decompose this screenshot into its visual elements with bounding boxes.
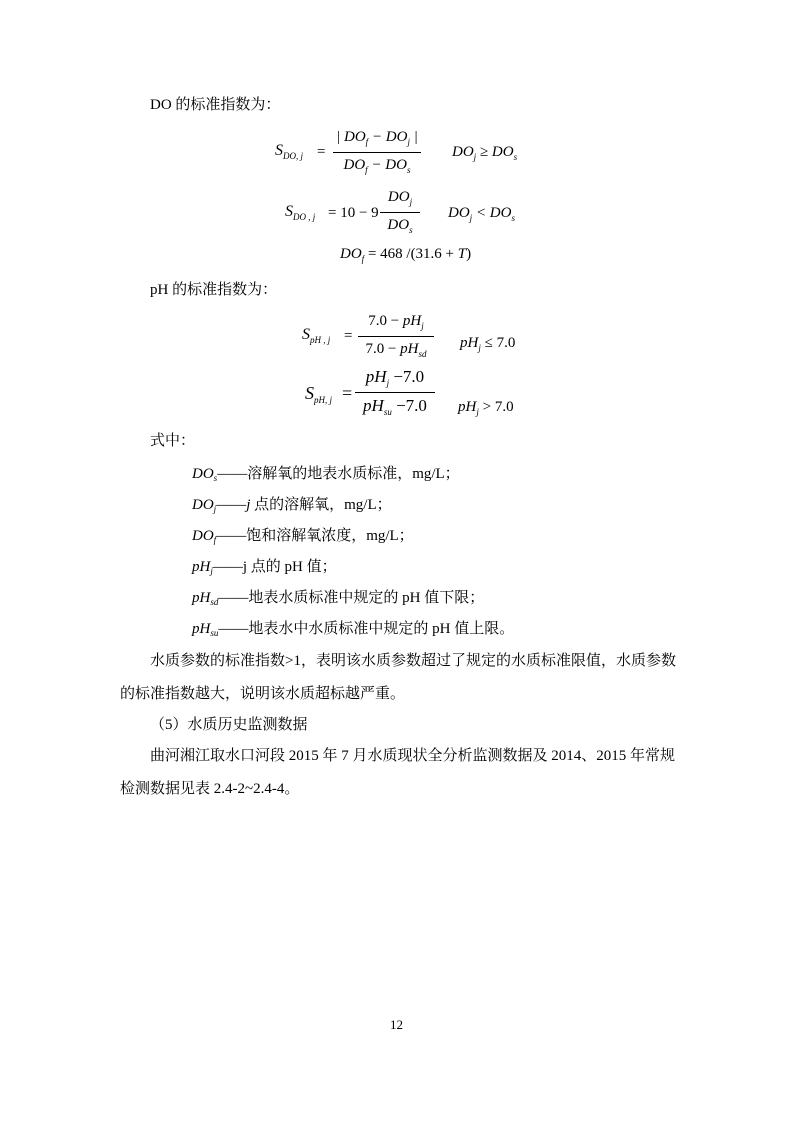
paragraph-standard-index: 水质参数的标准指数>1，表明该水质参数超过了规定的水质标准限值，水质参数的标准指数越大，说明该水质超标越严重。 (120, 653, 676, 702)
do-heading: DO 的标准指数为： (150, 97, 281, 113)
where-label: 式中： (150, 433, 196, 449)
page-number: 12 (390, 1017, 403, 1032)
paragraph-monitoring-data: 曲河湘江取水口河段 2015 年 7 月水质现状全分析监测数据及 2014、2015 年常规检测数据见表 2.4-2~2.4-4。 (120, 748, 676, 797)
definition-dos: $DO_s——$溶解氧的地表水质标准，mg/L； (192, 466, 460, 483)
ph-heading: pH 的标准指数为： (150, 282, 278, 298)
section-heading-5: （5）水质历史监测数据 (150, 717, 308, 733)
equation-do-f: $DO_f = 468$ /(31.6 + T) (340, 246, 472, 264)
definition-phsu: $pH_{su}——$地表水中水质标准中规定的 pH 值上限。 (192, 621, 515, 638)
definition-phsd: $pH_{sd}——$地表水质标准中规定的 pH 值下限； (192, 590, 485, 607)
definition-doj: $DO_j——j$ 点的溶解氧，mg/L； (192, 497, 392, 514)
definition-dof: $DO_f——$饱和溶解氧浓度，mg/L； (192, 528, 414, 545)
definition-phj: $pH_j——j$ 点的 pH 值； (192, 559, 337, 576)
